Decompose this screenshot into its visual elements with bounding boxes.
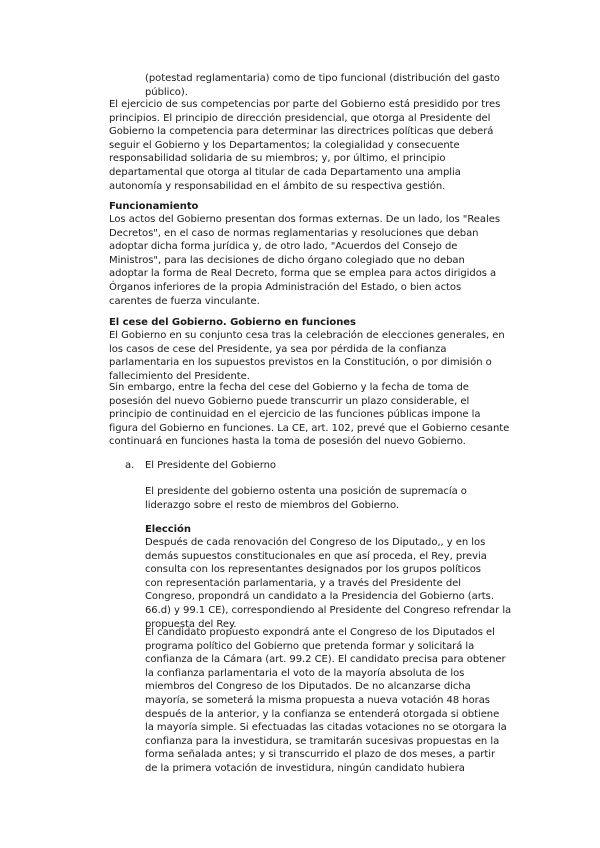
funcionamiento-heading: Funcionamiento	[109, 201, 199, 212]
funcionamiento-paragraph: Los actos del Gobierno presentan dos formas externas. De un lado, los "Reales Decretos", en el caso de normas reglamentarias y resoluciones que deban adoptar dicha forma jurídica y, de otro lado, "Acuerdos del Consejo de Ministros", para las decisiones de dicho órgano colegiado que no deban adoptar la forma de Real Decreto, forma que se emplea para actos dirigidos a Órganos inferiores de la propia Administración del Estado, o bien actos carentes de fuerza vinculante.	[109, 214, 500, 307]
eleccion-heading: Elección	[145, 524, 191, 535]
list-item-marker: a.	[125, 460, 135, 471]
cese-heading: El cese del Gobierno. Gobierno en funciones	[109, 317, 356, 328]
list-item-title: El Presidente del Gobierno	[145, 460, 276, 471]
eleccion-paragraph-1: Después de cada renovación del Congreso de los Diputado,, y en los demás supuestos constitucionales en que así proceda, el Rey, previa consulta con los representantes designados por los grupos políticos con representación parlamentaria, y a través del Presidente del Congreso, propondrá un candidato a la Presidencia del Gobierno (arts. 66.d) y 99.1 CE), correspondiendo al Presidente del Congreso refrendar la propuesta del Rey.	[145, 537, 512, 630]
presidente-paragraph: El presidente del gobierno ostenta una posición de supremacía o liderazgo sobre el resto de miembros del Gobierno.	[145, 486, 467, 511]
intro-continuation-text: (potestad reglamentaria) como de tipo funcional (distribución del gasto público).	[145, 73, 500, 98]
principles-paragraph: El ejercicio de sus competencias por parte del Gobierno está presidido por tres principios. El principio de dirección presidencial, que otorga al Presidente del Gobierno la competencia para determinar las directrices políticas que deberá seguir el Gobierno y los Departamentos; la colegialidad y consecuente responsabilidad solidaria de su miembros; y, por último, el principio departamental que otorga al titular de cada Departamento una amplia autonomía y responsabilidad en el ámbito de su respectiva gestión.	[109, 99, 501, 192]
cese-paragraph-1: El Gobierno en su conjunto cesa tras la celebración de elecciones generales, en los casos de cese del Presidente, ya sea por pérdida de la confianza parlamentaria en los supuestos previstos en la Constitución, o por dimisión o fallecimiento del Presidente.	[109, 330, 505, 382]
cese-paragraph-2: Sin embargo, entre la fecha del cese del Gobierno y la fecha de toma de posesión del nuevo Gobierno puede transcurrir un plazo considerable, el principio de continuidad en el ejercicio de las funciones públicas impone la figura del Gobierno en funciones. La CE, art. 102, prevé que el Gobierno cesante continuará en funciones hasta la toma de posesión del nuevo Gobierno.	[109, 382, 510, 448]
eleccion-paragraph-2: El candidato propuesto expondrá ante el Congreso de los Diputados el programa político del Gobierno que pretenda formar y solicitará la confianza de la Cámara (art. 99.2 CE). El candidato precisa para obtener la confianza parlamentaria el voto de la mayoría absoluta de los miembros del Congreso de los Diputados. De no alcanzarse dicha mayoría, se someterá la misma propuesta a nueva votación 48 horas después de la anterior, y la confianza se entenderá otorgada si obtiene la mayoría simple. Si efectuadas las citadas votaciones no se otorgara la confianza para la investidura, se tramitarán sucesivas propuestas en la forma señalada antes; y si transcurrido el plazo de dos meses, a partir de la primera votación de investidura, ningún candidato hubiera	[145, 627, 507, 774]
